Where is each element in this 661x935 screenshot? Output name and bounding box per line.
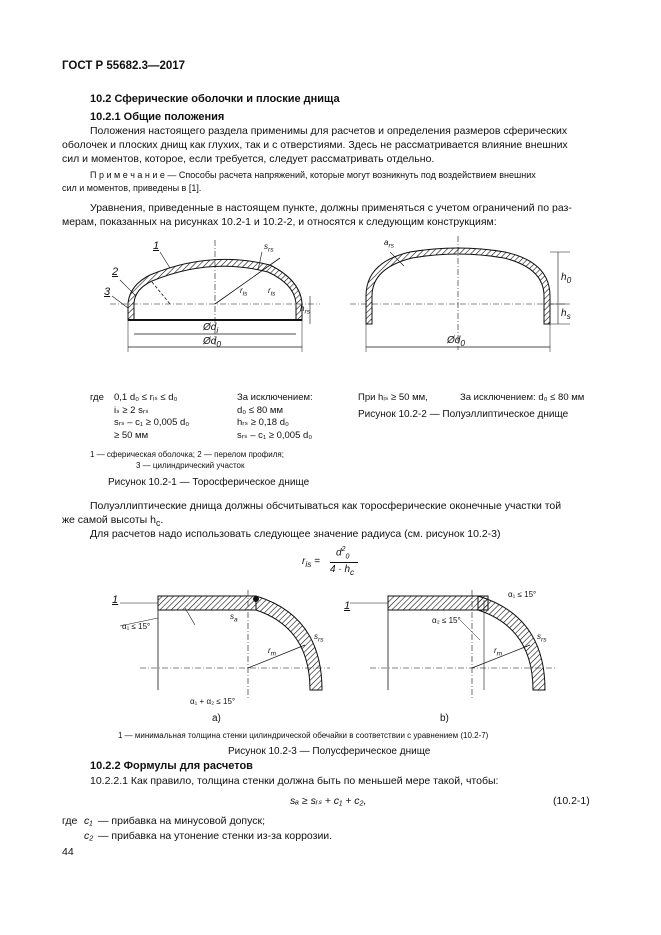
c2-symbol: c₂ <box>84 830 94 842</box>
formula-ris-bar <box>330 562 358 563</box>
fig1-label-2: 2 <box>112 266 119 278</box>
fig3a-bottom: α₁ + α₂ ≤ 15° <box>190 697 236 706</box>
note-line2: сил и моментов, приведены в [1]. <box>62 183 202 193</box>
fig1-label-hrs: $h_{rs}$ <box>300 304 310 316</box>
para2-line1: Уравнения, приведенные в настоящем пункте, должны применяться с учетом ограничений по раз- <box>90 202 572 214</box>
fig3b-alpha2: α₂ ≤ 15° <box>432 616 461 625</box>
para4: Для расчетов надо использовать следующее значение радиуса (см. рисунок 10.2-3) <box>90 528 501 540</box>
formula-ris-den: $4 \cdot h_c$ <box>330 564 355 577</box>
para1-line1: Положения настоящего раздела применимы для расчетов и определения размеров сферических <box>90 125 568 137</box>
fig1-legend-line1: 1 — сферическая оболочка; 2 — перелом профиля; <box>90 450 284 459</box>
para3-line1: Полуэллиптические днища должны обсчитываться как торосферические оконечные участки той <box>90 500 562 512</box>
para2-line2: мерам, показанных на рисунках 10.2-1 и 10.2-2, и относятся к следующим конструкциям: <box>62 216 497 228</box>
fig3a-tag: a) <box>212 713 221 724</box>
equation-number: (10.2-1) <box>553 795 590 807</box>
fig1-label-ris: $r_{is}$ <box>240 286 248 298</box>
formula-ris-num: $d^2_0$ <box>336 546 350 561</box>
fig2-label-hs: $h_s$ <box>561 308 571 321</box>
page-number: 44 <box>62 846 74 858</box>
fig1-label-srs: $s_{rs}$ <box>264 242 274 254</box>
para1-line2: оболочек и плоских днищ как глухих, так и с отверстиями. Здесь не рассматривается влияние внешних <box>62 139 568 151</box>
fig2-label-h0: $h_0$ <box>561 272 572 285</box>
section-title: 10.2 Сферические оболочки и плоские днища <box>90 93 340 105</box>
para1-line3: сил и моментов, которое, если требуется, следует рассматривать отдельно. <box>62 153 435 165</box>
fig2-cond-left: При hᵢₛ ≥ 50 мм, <box>358 392 428 403</box>
equation-10-2-1: sₐ ≥ sᵣₛ + c₁ + c₂, <box>290 795 367 807</box>
fig2-label-ars: $a_{rs}$ <box>384 238 394 250</box>
fig3b-rm: $r_m$ <box>494 646 503 658</box>
fig1-legend-line2: 3 — цилиндрический участок <box>136 461 245 470</box>
fig1-label-1: 1 <box>153 240 160 252</box>
fig3b-srs: $s_{rs}$ <box>537 632 547 644</box>
c2-text: — прибавка на утонение стенки из-за коррозии. <box>98 830 333 842</box>
formulas-para: 10.2.2.1 Как правило, толщина стенки должна быть по меньшей мере такой, чтобы: <box>90 775 499 787</box>
formula-ris-lhs: $r_{is}$ = <box>302 556 320 569</box>
c1-text: — прибавка на минусовой допуск; <box>98 815 265 827</box>
fig2-label-d0: $Ød_0$ <box>447 335 465 348</box>
fig1-label-rls: $r_{is}$ <box>268 286 276 298</box>
fig1-label-d0: $Ød_0$ <box>203 336 221 349</box>
fig1-cond-where: где <box>90 392 104 403</box>
fig3a-sa: $s_a$ <box>230 612 238 624</box>
fig1-label-3: 3 <box>104 286 111 298</box>
fig1-cond-left: 0,1 d₀ ≤ rᵢₛ ≤ d₀ iₛ ≥ 2 sᵣₛ sᵣₛ – c₁ ≥ 0,005 d₀ ≥ 50 мм <box>114 392 190 441</box>
fig3a-srs: $s_{rs}$ <box>314 632 324 644</box>
fig3-legend: 1 — минимальная толщина стенки цилиндрической обечайки в соответствии с уравнением (10.2-7) <box>118 731 489 740</box>
fig3a-alpha1: α₁ ≤ 15° <box>122 622 151 631</box>
para3-line2: же самой высоты $h_c$. <box>62 514 164 529</box>
fig3-caption: Рисунок 10.2-3 — Полусферическое днище <box>228 746 431 757</box>
note-line1: П р и м е ч а н и е — Способы расчета напряжений, которые могут возникнуть под воздействием внешних <box>90 170 536 180</box>
where-label: где <box>62 815 78 827</box>
fig3a-label-1: 1 <box>112 594 119 606</box>
fig1-caption: Рисунок 10.2-1 — Торосферическое днище <box>108 477 310 488</box>
fig1-label-di: $Ød_i$ <box>203 322 219 335</box>
subsection-title: 10.2.1 Общие положения <box>90 111 225 123</box>
fig3b-alpha1: α₁ ≤ 15° <box>508 590 537 599</box>
c1-symbol: c₁ <box>84 815 93 827</box>
fig2-cond-right: За исключением: d₀ ≤ 80 мм <box>460 392 585 403</box>
fig3b-tag: b) <box>440 713 449 724</box>
fig3a-rm: $r_m$ <box>268 646 277 658</box>
formulas-title: 10.2.2 Формулы для расчетов <box>90 760 253 772</box>
fig1-cond-right: За исключением: d₀ ≤ 80 мм hᵣₛ ≥ 0,18 d₀ sᵣₛ – c₁ ≥ 0,005 d₀ <box>237 392 313 441</box>
fig3b-label-1: 1 <box>344 600 351 612</box>
document-id: ГОСТ Р 55682.3—2017 <box>62 60 186 72</box>
fig2-caption: Рисунок 10.2-2 — Полуэллиптическое днище <box>358 409 569 420</box>
